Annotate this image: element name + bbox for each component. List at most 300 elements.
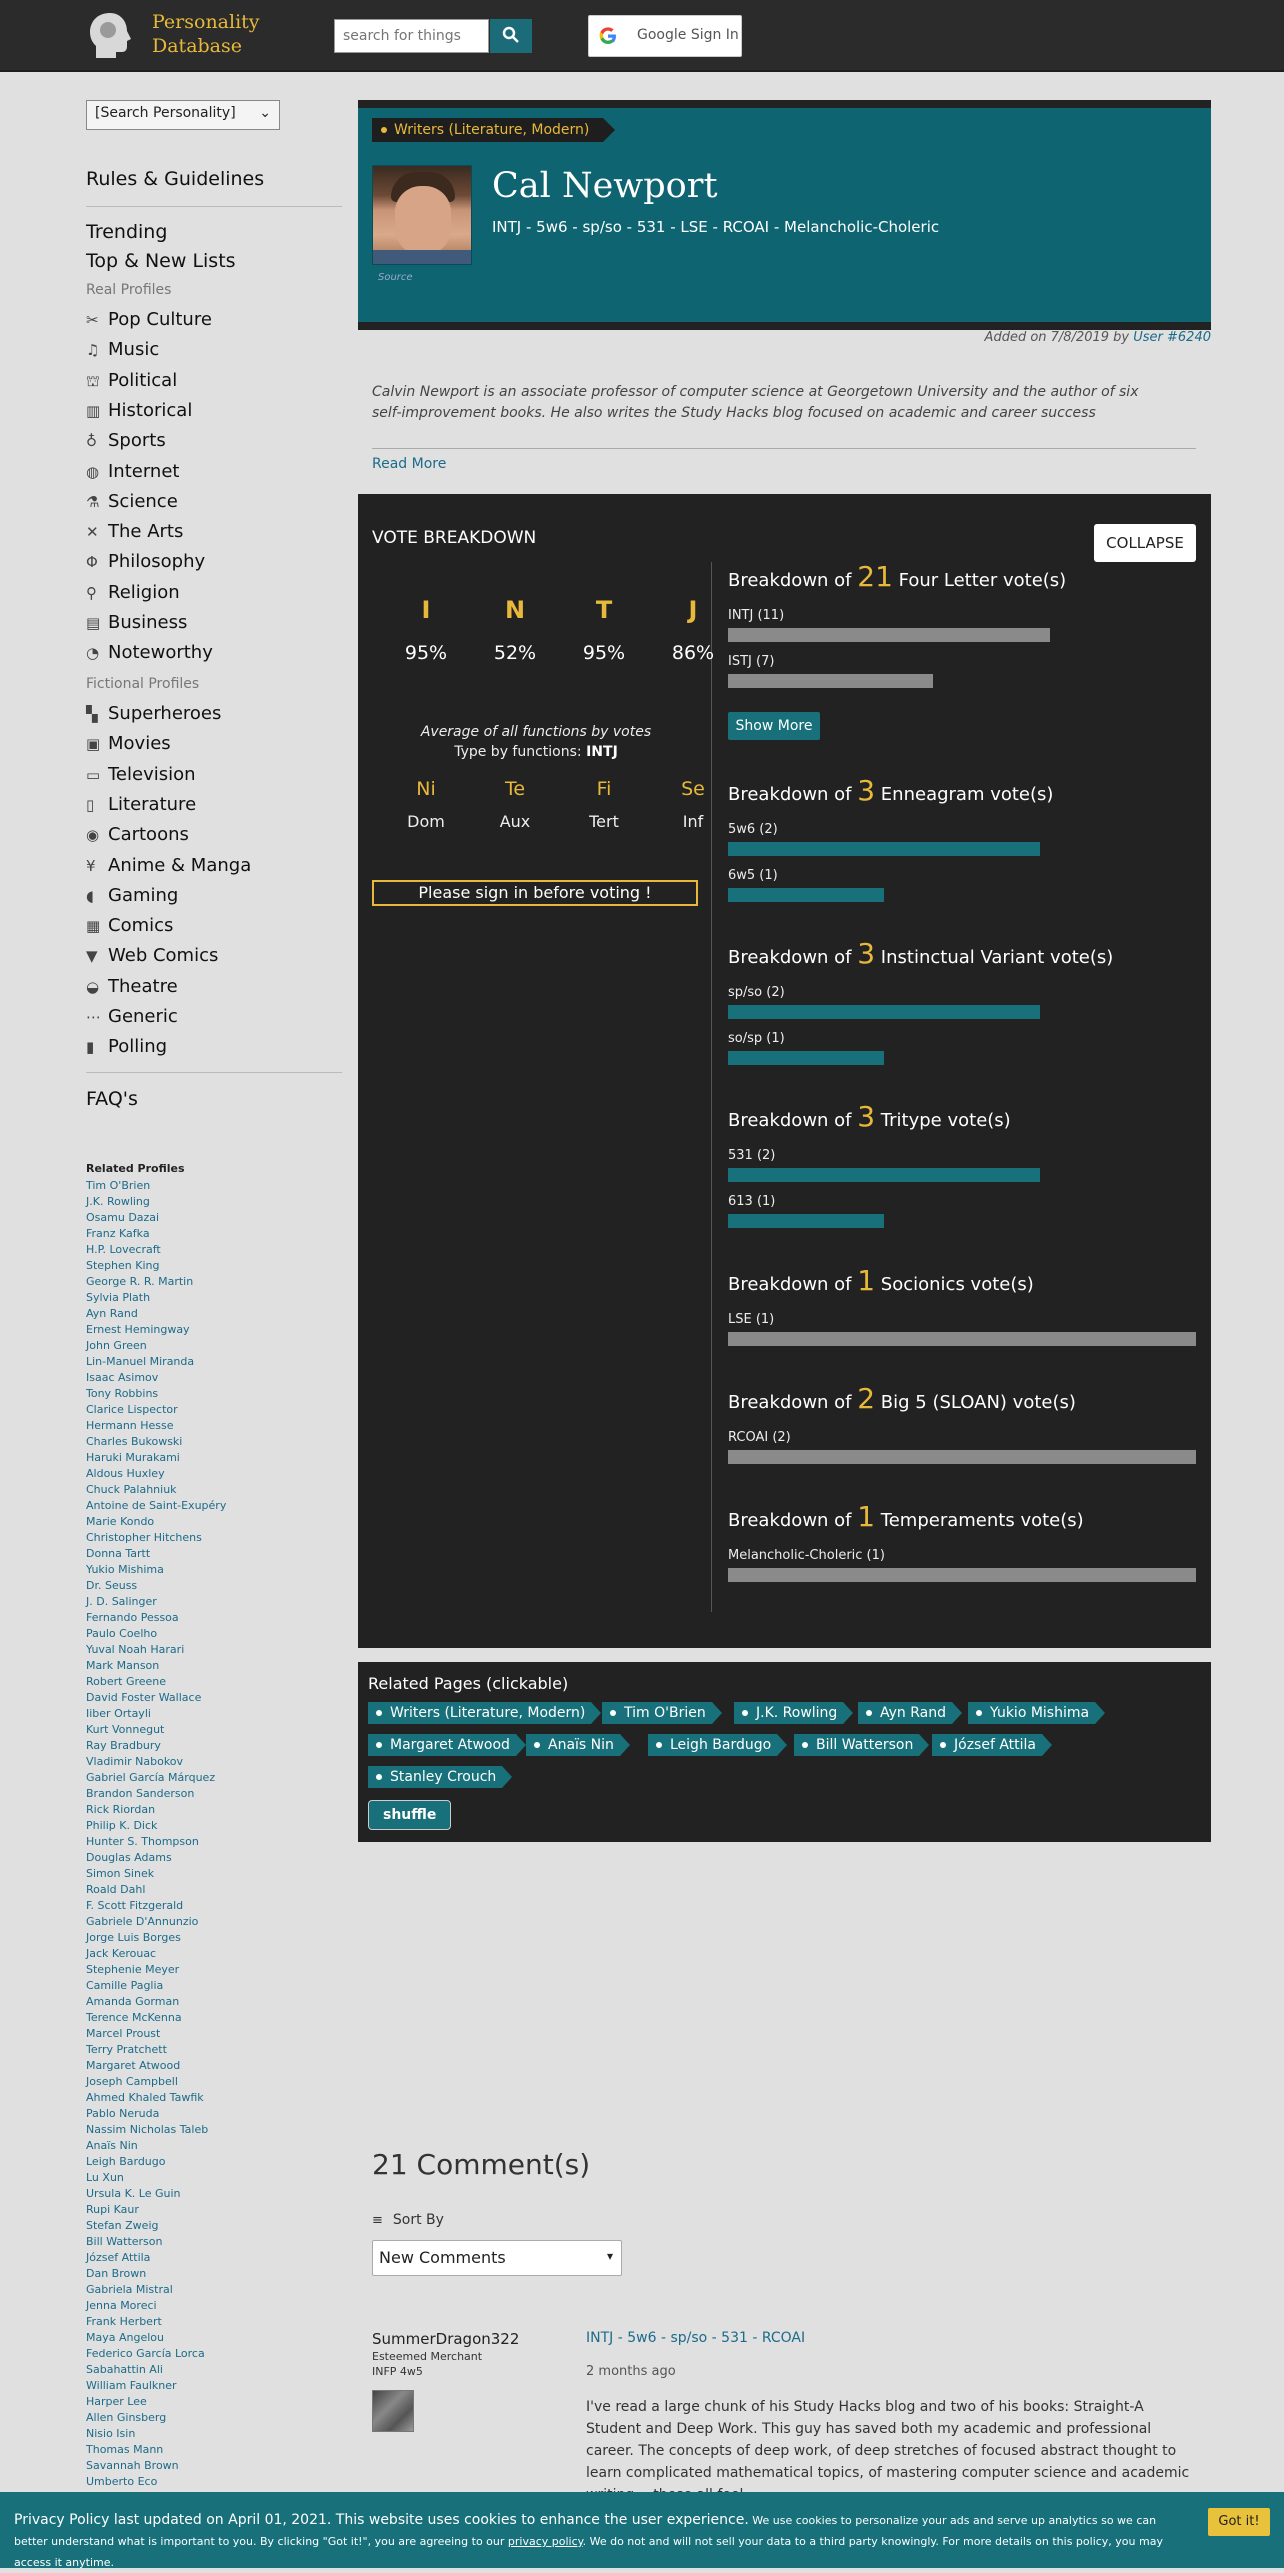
sidebar-item-religion[interactable] xyxy=(86,581,180,605)
related-profile-link[interactable]: Camille Paglia xyxy=(86,1979,164,1992)
breakdown-count: 3 xyxy=(857,937,876,970)
sidebar-item-label: Pop Culture xyxy=(108,309,212,330)
related-profile-link[interactable]: Roald Dahl xyxy=(86,1883,146,1896)
breakdown-count: 1 xyxy=(857,1264,876,1297)
description-divider xyxy=(372,448,1196,449)
related-page-tag[interactable]: Leigh Bardugo xyxy=(648,1734,777,1756)
comments-count: 21 Comment(s) xyxy=(372,2148,591,2181)
breakdown-bar xyxy=(728,628,1050,642)
sidebar-item-theatre[interactable] xyxy=(86,975,178,999)
category-tag[interactable]: Writers (Literature, Modern) xyxy=(372,118,603,142)
related-profile-link[interactable]: Ursula K. Le Guin xyxy=(86,2187,181,2200)
related-profile-link[interactable]: Gabriele D'Annunzio xyxy=(86,1915,199,1928)
related-profile-link[interactable]: Paulo Coelho xyxy=(86,1627,158,1640)
related-profile-link[interactable]: Pablo Neruda xyxy=(86,2107,160,2120)
breakdown-count: 1 xyxy=(857,1500,876,1533)
related-profile-link[interactable]: Clarice Lispector xyxy=(86,1403,178,1416)
sidebar-item-label: Gaming xyxy=(108,884,179,906)
related-profile-link[interactable]: Thomas Mann xyxy=(86,2443,164,2456)
sidebar-item-historical[interactable] xyxy=(86,399,192,423)
real-profiles-heading: Real Profiles xyxy=(86,282,172,298)
sidebar-item-business[interactable] xyxy=(86,611,187,635)
cartoons-icon: ◉ xyxy=(86,826,100,845)
breakdown-count: 21 xyxy=(857,560,893,593)
logo-text[interactable] xyxy=(152,10,260,58)
religion-icon: ⚲ xyxy=(86,583,97,602)
related-profile-link[interactable]: Fernando Pessoa xyxy=(86,1611,179,1624)
cognitive-function: Se xyxy=(681,778,705,800)
cookie-accept-button[interactable]: Got it! xyxy=(1208,2508,1270,2536)
sidebar-item-label: Political xyxy=(108,369,178,391)
business-icon: ▤ xyxy=(86,614,101,632)
sidebar-item-label: Comics xyxy=(108,915,174,937)
cookie-text xyxy=(14,2510,1174,2573)
search-input[interactable] xyxy=(334,19,489,53)
function-position: Dom xyxy=(407,812,445,831)
sidebar-item-label: Television xyxy=(108,763,196,785)
related-profile-link[interactable]: Stefan Zweig xyxy=(86,2219,159,2232)
sidebar-item-label: Philosophy xyxy=(108,551,206,573)
sidebar-item-label: Literature xyxy=(108,793,197,815)
sidebar-item-label: Polling xyxy=(108,1036,168,1058)
related-profile-link[interactable]: Gabriela Mistral xyxy=(86,2283,173,2296)
breakdown-label: Temperaments vote(s) xyxy=(875,1510,1084,1531)
mbti-percent: 95% xyxy=(404,642,448,664)
related-profiles-list xyxy=(86,1178,342,2490)
type-by-functions-value: INTJ xyxy=(586,744,618,760)
comics-icon: ▦ xyxy=(86,917,101,936)
profile-type-summary: INTJ - 5w6 - sp/so - 531 - LSE - RCOAI - Melancholic-Choleric xyxy=(492,218,940,236)
cookie-lead: Privacy Policy last updated on April 01, 2021. This website uses cookies to enhance the user experience. xyxy=(14,2512,749,2528)
related-profile-link[interactable]: Jorge Luis Borges xyxy=(86,1931,181,1944)
sidebar-item-label: Cartoons xyxy=(108,824,189,846)
added-on-text: Added on 7/8/2019 by xyxy=(984,330,1134,345)
related-profile-link[interactable]: Donna Tartt xyxy=(86,1547,151,1560)
related-profile-link[interactable]: Umberto Eco xyxy=(86,2475,158,2488)
related-profile-link[interactable]: Bill Watterson xyxy=(86,2235,163,2248)
related-profile-link[interactable]: Hermann Hesse xyxy=(86,1419,174,1432)
breakdown-heading xyxy=(728,560,1066,593)
profile-description: Calvin Newport is an associate professor of computer science at Georgetown University and the author of six self-improvement books. He also writes the Study Hacks blog focused on academic and career success xyxy=(372,384,1139,421)
privacy-policy-link[interactable]: privacy policy xyxy=(507,2535,583,2548)
google-g-icon xyxy=(599,27,617,45)
related-profile-link[interactable]: Douglas Adams xyxy=(86,1851,172,1864)
related-page-tag[interactable]: Tim O'Brien xyxy=(602,1702,712,1724)
sidebar-item-label: Business xyxy=(108,612,188,633)
theatre-icon: ◒ xyxy=(86,977,100,996)
sidebar-item-label: Movies xyxy=(108,733,171,755)
sort-comments-select[interactable] xyxy=(372,2240,622,2276)
cookie-details: We use cookies to personalize your ads and serve up analytics so we can better understand what is important to you. By clicking "Got it!", you are agreeing to our xyxy=(14,2514,1157,2548)
breakdown-bar xyxy=(728,1051,884,1065)
arts-icon: ✕ xyxy=(86,523,99,542)
profile-banner xyxy=(358,108,1211,322)
cognitive-function: Fi xyxy=(596,778,612,800)
related-profile-link[interactable]: Lin-Manuel Miranda xyxy=(86,1355,195,1368)
related-profile-link[interactable]: Lu Xun xyxy=(86,2171,124,2184)
generic-icon: ⋯ xyxy=(86,1008,101,1026)
breakdown-bar xyxy=(728,1568,1196,1582)
breakdown-bar xyxy=(728,888,884,902)
related-profile-link[interactable]: Savannah Brown xyxy=(86,2459,179,2472)
science-icon: ⚗ xyxy=(86,492,100,511)
added-by-user-link[interactable]: User #6240 xyxy=(1133,330,1211,345)
related-profile-link[interactable]: David Foster Wallace xyxy=(86,1691,202,1704)
related-profile-link[interactable]: Anaïs Nin xyxy=(86,2139,138,2152)
sidebar-item-comics[interactable] xyxy=(86,914,173,938)
related-profile-link[interactable]: Isaac Asimov xyxy=(86,1371,159,1384)
related-profile-link[interactable]: Maya Angelou xyxy=(86,2331,164,2344)
breakdown-prefix: Breakdown of xyxy=(728,1510,858,1531)
sidebar-item-label: Noteworthy xyxy=(108,642,213,664)
breakdown-bar xyxy=(728,1332,1196,1346)
breakdown-item-label: sp/so (2) xyxy=(728,985,785,1000)
breakdown-item-label: so/sp (1) xyxy=(728,1031,785,1046)
related-profile-link[interactable]: Terence McKenna xyxy=(86,2011,182,2024)
chevron-down-icon: ⌄ xyxy=(259,105,271,121)
mbti-letter: N xyxy=(504,596,526,624)
related-page-tag[interactable]: Yukio Mishima xyxy=(968,1702,1095,1724)
related-profile-link[interactable]: Osamu Dazai xyxy=(86,1211,160,1224)
breakdown-item-label: 613 (1) xyxy=(728,1194,776,1209)
related-profile-link[interactable]: Robert Greene xyxy=(86,1675,167,1688)
related-profile-link[interactable]: John Green xyxy=(86,1339,147,1352)
breakdown-bar xyxy=(728,1214,884,1228)
sports-icon: ♁ xyxy=(86,432,97,451)
sidebar-item-label: Music xyxy=(108,339,160,361)
chevron-down-icon: ▾ xyxy=(606,2249,613,2263)
photo-source-link[interactable]: Source xyxy=(378,272,413,283)
related-profile-link[interactable]: J.K. Rowling xyxy=(86,1195,150,1208)
vote-breakdown-panel xyxy=(358,494,1211,1648)
search-personality-select[interactable] xyxy=(86,100,280,130)
pop-culture-icon: ✂ xyxy=(86,311,99,329)
cookie-details-end: . We do not and will not sell your data to a third party knowingly. For more details on this policy, you may access it anytime. xyxy=(14,2535,1163,2569)
sidebar-item-movies[interactable] xyxy=(86,732,171,756)
sidebar-item-the-arts[interactable] xyxy=(86,520,183,544)
related-profile-link[interactable]: Amanda Gorman xyxy=(86,1995,180,2008)
breakdown-bar xyxy=(728,1168,1040,1182)
related-page-tag[interactable]: J.K. Rowling xyxy=(734,1702,843,1724)
sidebar-item-label: The Arts xyxy=(108,521,184,543)
comment-user-type: INFP 4w5 xyxy=(372,2365,423,2378)
internet-icon: ◍ xyxy=(86,462,100,481)
breakdown-label: Socionics vote(s) xyxy=(875,1274,1034,1295)
related-profiles-heading: Related Profiles xyxy=(86,1162,185,1175)
related-profile-link[interactable]: Joseph Campbell xyxy=(86,2075,178,2088)
comment-body: I've read a large chunk of his Study Hacks blog and two of his books: Straight-A Student and Deep Work. This guy has saved both my academic and professional career. The concepts of deep work, of deep stretches of focused abstract thought to learn complicated mathematical topics, of mastering computer science and academic xyxy=(586,2399,1190,2481)
profile-name: Cal Newport xyxy=(492,166,718,206)
breakdown-item-label: LSE (1) xyxy=(728,1312,775,1327)
related-profile-link[interactable]: Charles Bukowski xyxy=(86,1435,183,1448)
show-more-button[interactable]: Show More xyxy=(728,712,820,740)
sidebar-item-superheroes[interactable] xyxy=(86,702,221,726)
related-page-tag[interactable]: József Attila xyxy=(932,1734,1042,1756)
breakdown-heading xyxy=(728,774,1053,807)
breakdown-label: Enneagram vote(s) xyxy=(875,784,1054,805)
literature-icon: ▯ xyxy=(86,795,95,814)
sidebar-item-science[interactable] xyxy=(86,490,178,514)
related-profile-link[interactable]: Chuck Palahniuk xyxy=(86,1483,177,1496)
sidebar-item-music[interactable] xyxy=(86,338,159,362)
related-profile-link[interactable]: Franz Kafka xyxy=(86,1227,150,1240)
breakdown-count: 3 xyxy=(857,1100,876,1133)
read-more-link[interactable]: Read More xyxy=(372,456,447,472)
related-profile-link[interactable]: Jack Kerouac xyxy=(86,1947,157,1960)
sidebar-item-noteworthy[interactable] xyxy=(86,641,213,665)
related-profile-link[interactable]: Antoine de Saint-Exupéry xyxy=(86,1499,227,1512)
sidebar-item-label: Science xyxy=(108,490,178,512)
sidebar-item-pop-culture[interactable] xyxy=(86,308,212,332)
sidebar-item-web-comics[interactable] xyxy=(86,944,218,968)
breakdown-heading xyxy=(728,1500,1084,1533)
breakdown-heading xyxy=(728,1382,1076,1415)
function-position: Inf xyxy=(682,812,704,831)
breakdown-label: Four Letter vote(s) xyxy=(892,570,1067,591)
related-pages-title: Related Pages (clickable) xyxy=(368,1674,569,1693)
faq-link[interactable]: FAQ's xyxy=(86,1088,138,1110)
comment-avatar[interactable] xyxy=(372,2390,414,2432)
breakdown-prefix: Breakdown of xyxy=(728,947,858,968)
breakdown-count: 3 xyxy=(857,774,876,807)
function-position: Aux xyxy=(499,812,531,831)
sidebar-item-label: Generic xyxy=(108,1006,178,1027)
shuffle-button[interactable]: shuffle xyxy=(368,1800,451,1830)
google-sign-in-label: Google Sign In xyxy=(637,27,739,43)
philosophy-icon: Φ xyxy=(86,553,98,572)
sidebar-item-anime-manga[interactable] xyxy=(86,854,251,878)
function-position: Tert xyxy=(589,812,619,831)
breakdown-prefix: Breakdown of xyxy=(728,784,858,805)
related-profile-link[interactable]: Ahmed Khaled Tawfik xyxy=(86,2091,204,2104)
mbti-percent: 52% xyxy=(493,642,537,664)
breakdown-item-label: 531 (2) xyxy=(728,1148,776,1163)
related-profile-link[interactable]: Tim O'Brien xyxy=(86,1179,151,1192)
related-profile-link[interactable]: Frank Herbert xyxy=(86,2315,162,2328)
related-profile-link[interactable]: Christopher Hitchens xyxy=(86,1531,202,1544)
related-profile-link[interactable]: Kurt Vonnegut xyxy=(86,1723,165,1736)
breakdown-count: 2 xyxy=(857,1382,876,1415)
sidebar-item-literature[interactable] xyxy=(86,793,196,817)
breakdown-item-label: Melancholic-Choleric (1) xyxy=(728,1548,885,1563)
collapse-button[interactable]: COLLAPSE xyxy=(1094,524,1196,562)
breakdown-heading xyxy=(728,1264,1034,1297)
related-profile-link[interactable]: Dan Brown xyxy=(86,2267,147,2280)
breakdown-prefix: Breakdown of xyxy=(728,570,858,591)
related-profile-link[interactable]: Simon Sinek xyxy=(86,1867,155,1880)
breakdown-bar xyxy=(728,674,933,688)
breakdown-heading xyxy=(728,1100,1011,1133)
related-profile-link[interactable]: Haruki Murakami xyxy=(86,1451,180,1464)
comment-user-rank: Esteemed Merchant xyxy=(372,2350,483,2363)
profile-header xyxy=(358,100,1211,330)
related-profile-link[interactable]: Terry Pratchett xyxy=(86,2043,167,2056)
related-pages-panel xyxy=(358,1662,1211,1842)
sidebar-item-generic[interactable] xyxy=(86,1005,178,1029)
related-profile-link[interactable]: Yuval Noah Harari xyxy=(86,1643,185,1656)
related-profile-link[interactable]: Sabahattin Ali xyxy=(86,2363,163,2376)
historical-icon: ▥ xyxy=(86,401,101,420)
breakdown-heading xyxy=(728,937,1113,970)
related-profile-link[interactable]: Dr. Seuss xyxy=(86,1579,138,1592)
related-profile-link[interactable]: Marcel Proust xyxy=(86,2027,161,2040)
vote-breakdown-title: VOTE BREAKDOWN xyxy=(372,528,537,548)
sidebar-item-label: Religion xyxy=(108,581,180,603)
type-by-functions-label: Type by functions: xyxy=(454,744,587,760)
related-profile-link[interactable]: Sylvia Plath xyxy=(86,1291,151,1304)
sidebar-item-sports[interactable] xyxy=(86,429,166,453)
related-profile-link[interactable]: Aldous Huxley xyxy=(86,1467,165,1480)
comment-timestamp: 2 months ago xyxy=(586,2364,676,2379)
top-bar xyxy=(0,0,1284,72)
related-profile-link[interactable]: Nassim Nicholas Taleb xyxy=(86,2123,209,2136)
rules-link[interactable]: Rules & Guidelines xyxy=(86,168,265,190)
related-profile-link[interactable]: F. Scott Fitzgerald xyxy=(86,1899,184,1912)
music-icon: ♫ xyxy=(86,341,100,360)
sidebar-item-label: Sports xyxy=(108,430,166,452)
sidebar-item-philosophy[interactable] xyxy=(86,550,205,574)
search-personality-value: [Search Personality] xyxy=(95,105,236,121)
sidebar-divider xyxy=(86,1072,342,1073)
related-profile-link[interactable]: George R. R. Martin xyxy=(86,1275,194,1288)
functions-average-caption: Average of all functions by votes xyxy=(420,724,652,740)
mbti-letter: J xyxy=(688,596,698,624)
related-profile-link[interactable]: Jenna Moreci xyxy=(86,2299,157,2312)
breakdown-bar xyxy=(728,1005,1040,1019)
sign-in-to-vote-notice[interactable]: Please sign in before voting ! xyxy=(372,880,698,906)
related-profile-link[interactable]: Nisio Isin xyxy=(86,2427,136,2440)
search-button[interactable] xyxy=(490,19,532,53)
related-page-tag[interactable]: Writers (Literature, Modern) xyxy=(368,1702,591,1724)
comment-vote-types[interactable]: INTJ - 5w6 - sp/so - 531 - RCOAI xyxy=(586,2330,806,2346)
related-profile-link[interactable]: Ayn Rand xyxy=(86,1307,138,1320)
logo-line-2: Database xyxy=(152,35,243,57)
sort-select-value: New Comments xyxy=(379,2248,506,2267)
sidebar-item-label: Web Comics xyxy=(108,945,219,967)
breakdown-label: Tritype vote(s) xyxy=(875,1110,1011,1131)
logo-line-1: Personality xyxy=(152,11,260,33)
trending-link[interactable]: Trending xyxy=(86,221,168,243)
related-page-tag[interactable]: Margaret Atwood xyxy=(368,1734,516,1756)
sort-by-label xyxy=(372,2212,444,2228)
mbti-letter: I xyxy=(421,596,431,624)
related-profile-link[interactable]: József Attila xyxy=(86,2251,151,2264)
breakdown-bar xyxy=(728,1450,1196,1464)
related-profile-link[interactable]: William Faulkner xyxy=(86,2379,177,2392)
related-profile-link[interactable]: Allen Ginsberg xyxy=(86,2411,167,2424)
movies-icon: ▣ xyxy=(86,735,101,754)
related-profile-link[interactable]: Gabriel García Márquez xyxy=(86,1771,216,1784)
related-profile-link[interactable]: Margaret Atwood xyxy=(86,2059,181,2072)
superheroes-icon: ▚ xyxy=(86,705,98,723)
related-profile-link[interactable]: Harper Lee xyxy=(86,2395,147,2408)
related-page-tag[interactable]: Stanley Crouch xyxy=(368,1766,502,1788)
breakdown-label: Big 5 (SLOAN) vote(s) xyxy=(875,1392,1076,1413)
related-profile-link[interactable]: Vladimir Nabokov xyxy=(86,1755,184,1768)
google-sign-in-button[interactable] xyxy=(588,15,742,57)
related-profile-link[interactable]: Ernest Hemingway xyxy=(86,1323,190,1336)
related-profile-link[interactable]: Rick Riordan xyxy=(86,1803,156,1816)
comment-username[interactable]: SummerDragon322 xyxy=(372,2330,520,2348)
related-page-tag[interactable]: Ayn Rand xyxy=(858,1702,952,1724)
sort-icon: ≡ xyxy=(372,2213,383,2228)
type-by-functions xyxy=(372,744,700,760)
mbti-letter: T xyxy=(595,596,613,624)
top-new-lists-link[interactable]: Top & New Lists xyxy=(86,250,236,272)
breakdown-item-label: 5w6 (2) xyxy=(728,822,778,837)
profile-photo xyxy=(372,165,472,265)
related-profile-link[interactable]: Iiber Ortayli xyxy=(86,1707,151,1720)
sidebar-item-label: Internet xyxy=(108,460,180,482)
related-profile-link[interactable]: Stephen King xyxy=(86,1259,160,1272)
sidebar-item-label: Historical xyxy=(108,399,193,421)
sidebar-divider xyxy=(86,206,342,207)
breakdown-item-label: RCOAI (2) xyxy=(728,1430,791,1445)
polling-icon: ▮ xyxy=(86,1038,95,1057)
related-profile-link[interactable]: Marie Kondo xyxy=(86,1515,155,1528)
web-comics-icon: ▼ xyxy=(86,947,98,966)
sidebar-item-television[interactable] xyxy=(86,763,196,787)
anime-icon: ¥ xyxy=(86,856,96,875)
sidebar-item-label: Anime & Manga xyxy=(108,854,252,876)
related-profile-link[interactable]: Federico García Lorca xyxy=(86,2347,205,2360)
related-profile-link[interactable]: J. D. Salinger xyxy=(86,1595,157,1608)
column-divider xyxy=(711,562,712,1612)
related-profile-link[interactable]: Mark Manson xyxy=(86,1659,160,1672)
related-profile-link[interactable]: H.P. Lovecraft xyxy=(86,1243,161,1256)
breakdown-label: Instinctual Variant vote(s) xyxy=(875,947,1114,968)
related-profile-link[interactable]: Stephenie Meyer xyxy=(86,1963,180,1976)
related-profile-link[interactable]: Philip K. Dick xyxy=(86,1819,158,1832)
breakdown-prefix: Breakdown of xyxy=(728,1110,858,1131)
related-page-tag[interactable]: Bill Watterson xyxy=(794,1734,919,1756)
cookie-banner xyxy=(0,2492,1284,2568)
sidebar-item-political[interactable] xyxy=(86,369,177,393)
fictional-profiles-heading: Fictional Profiles xyxy=(86,676,200,692)
noteworthy-icon: ◔ xyxy=(86,644,100,663)
logo-head-icon[interactable] xyxy=(86,10,134,60)
cognitive-function: Ni xyxy=(416,778,436,800)
related-profile-link[interactable]: Brandon Sanderson xyxy=(86,1787,195,1800)
sort-by-text: Sort By xyxy=(392,2212,444,2228)
related-profile-link[interactable]: Rupi Kaur xyxy=(86,2203,139,2216)
breakdown-bar xyxy=(728,842,1040,856)
related-profile-link[interactable]: Yukio Mishima xyxy=(86,1563,164,1576)
related-profile-link[interactable]: Hunter S. Thompson xyxy=(86,1835,199,1848)
sidebar-item-internet[interactable] xyxy=(86,460,179,484)
related-profile-link[interactable]: Tony Robbins xyxy=(86,1387,159,1400)
mbti-percent: 86% xyxy=(671,642,715,664)
related-profile-link[interactable]: Ray Bradbury xyxy=(86,1739,161,1752)
sidebar-item-label: Theatre xyxy=(108,975,178,997)
breakdown-item-label: INTJ (11) xyxy=(728,608,785,623)
sidebar-item-label: Superheroes xyxy=(108,703,222,724)
breakdown-item-label: ISTJ (7) xyxy=(728,654,775,669)
sidebar-item-gaming[interactable] xyxy=(86,884,178,908)
related-profile-link[interactable]: Leigh Bardugo xyxy=(86,2155,166,2168)
breakdown-prefix: Breakdown of xyxy=(728,1392,858,1413)
search-icon xyxy=(502,26,520,44)
sidebar-item-cartoons[interactable] xyxy=(86,823,189,847)
television-icon: ▭ xyxy=(86,765,101,784)
gaming-icon: ◖ xyxy=(86,886,94,905)
related-page-tag[interactable]: Anaïs Nin xyxy=(526,1734,620,1756)
mbti-percent: 95% xyxy=(582,642,626,664)
breakdown-prefix: Breakdown of xyxy=(728,1274,858,1295)
added-on-line xyxy=(985,330,1211,345)
breakdown-item-label: 6w5 (1) xyxy=(728,868,778,883)
sidebar-item-polling[interactable] xyxy=(86,1035,167,1059)
